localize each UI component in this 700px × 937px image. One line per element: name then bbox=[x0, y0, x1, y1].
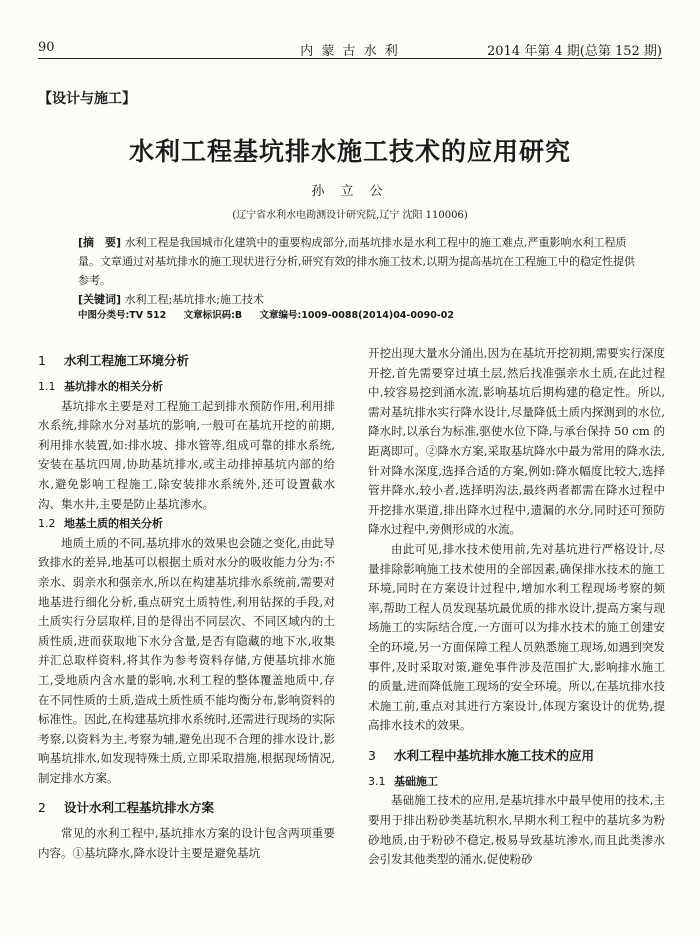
keywords: 水利工程;基坑排水;施工技术 bbox=[124, 293, 264, 306]
running-header bbox=[38, 40, 662, 59]
affiliation: (辽宁省水利水电勘测设计研究院,辽宁 沈阳 110006) bbox=[232, 210, 468, 221]
abstract bbox=[78, 233, 642, 309]
left-column bbox=[38, 351, 335, 864]
journal-name: 内 蒙 古 水 利 bbox=[300, 44, 400, 59]
article-meta bbox=[78, 307, 468, 321]
section-heading: 1 水利工程施工环境分析 bbox=[38, 353, 190, 368]
author: 孙 立 公 bbox=[311, 184, 389, 199]
section-heading: 3 水利工程中基坑排水施工技术的应用 bbox=[368, 747, 595, 763]
paragraph: 常见的水利工程中,基坑排水方案的设计包含两项重要内容。①基坑降水,降水设计主要是避免基坑 bbox=[38, 826, 335, 861]
column-tag: 【设计与施工】 bbox=[38, 91, 136, 107]
document-code: 文章标识码:B bbox=[183, 310, 243, 321]
right-column bbox=[368, 344, 665, 870]
subsection-heading: 1.1 基坑排水的相关分析 bbox=[38, 380, 163, 393]
abstract-label: [摘 要] bbox=[78, 236, 122, 249]
subsection-heading: 1.2 地基土质的相关分析 bbox=[38, 517, 163, 531]
page-number: 90 bbox=[38, 40, 55, 55]
paragraph: 开挖出现大量水分涌出,因为在基坑开挖初期,需要实行深度开挖,首先需要穿过填土层,然后找准强亲水土质,在此过程中,较容易挖到涌水流,影响基坑后期构建的稳定性。所以,需对基坑排水实行降水设计,尽量降低土质内探测到的水位,降水时,以承台为标准,驱使水位下降,与承台保持 50 cm 的距离即可。②降水方案,采取基坑降水中最为常用的降水法,针对降水深度,选择合适的方案,例如:降水幅度比较大,选择管井降水,较小者,选择明沟法,最终两者都需在降水过程中开挖排水渠道,排出降水过程中,遗漏的水分,同时还可预防降水过程中,旁侧形成的水流。 bbox=[368, 346, 665, 537]
paragraph: 基础施工技术的应用,是基坑排水中最早使用的技术,主要用于排出粉砂类基坑积水,早期水利工程中的基坑多为粉砂地质,由于粉砂不稳定,极易导致基坑渗水,而且此类渗水会引发其他类型的涌水,促使粉砂 bbox=[368, 793, 665, 867]
paragraph: 基坑排水主要是对工程施工起到排水预防作用,利用排水系统,排除水分对基坑的影响,一般可在基坑开挖的前期,利用排水装置,如:排水坡、排水管等,组成可靠的排水系统,安装在基坑四周,协助基坑排水,或主动排掉基坑内部的给水,避免影响工程施工,除安装排水系统外,还可设置截水沟、集水井,主要是防止基坑渗水。 bbox=[38, 398, 335, 511]
abstract-text: 水利工程是我国城市化建筑中的重要构成部分,而基坑排水是水利工程中的施工难点,严重影响水利工程质量。文章通过对基坑排水的施工现状进行分析,研究有效的排水施工技术,以期为提高基坑在工程施工中的稳定性提供参考。 bbox=[78, 236, 635, 287]
keywords-label: [关键词] bbox=[78, 293, 122, 306]
section-heading: 2 设计水利工程基坑排水方案 bbox=[38, 800, 215, 816]
article-number: 文章编号:1009-0088(2014)04-0090-02 bbox=[259, 310, 454, 321]
article-title: 水利工程基坑排水施工技术的应用研究 bbox=[128, 137, 571, 166]
paragraph: 由此可见,排水技术使用前,先对基坑进行严格设计,尽量排除影响施工技术使用的全部因素,确保排水技术的施工环境,同时在方案设计过程中,增加水利工程现场考察的频率,帮助工程人员发现基坑最优质的排水设计,提高方案与现场施工的实际结合度,一方面可以为排水技术的施工创建安全的环境,另一方面保障工程人员熟悉施工现场,如遇到突发事件,及时采取对策,避免事件涉及范围扩大,影响排水施工的质量,进而降低施工现场的安全环境。所以,在基坑排水技术施工前,重点对其进行方案设计,体现方案设计的优势,提高排水技术的效果。 bbox=[368, 541, 665, 733]
clc-number: 中图分类号:TV 512 bbox=[78, 310, 167, 321]
issue-info: 2014 年第 4 期(总第 152 期) bbox=[487, 44, 662, 59]
paragraph: 地质土质的不同,基坑排水的效果也会随之变化,由此导致排水的差异,地基可以根据土质对水分的吸收能力分为:不亲水、弱亲水和强亲水,所以在构建基坑排水系统前,需要对地基进行细化分析,重点研究土质特性,利用钻探的手段,对土质实行分层取样,目的是得出不同层次、不同区域内的土质性质,进而获取地下水分含量,是否有隐藏的地下水,收集并汇总取样资料,将其作为参考资料存储,方便基坑排水施工,受地质内含水量的影响,水利工程的整体覆盖地质中,存在不同性质的土质,造成土质性质不能均衡分布,影响资料的标准性。因此,在构建基坑排水系统时,还需进行现场的实际考察,以资料为主,考察为辅,避免出现不合理的排水设计,影响基坑排水,如发现特殊土质,立即采取措施,根据现场情况,制定排水方案。 bbox=[38, 535, 335, 785]
subsection-heading: 3.1 基础施工 bbox=[368, 774, 438, 788]
